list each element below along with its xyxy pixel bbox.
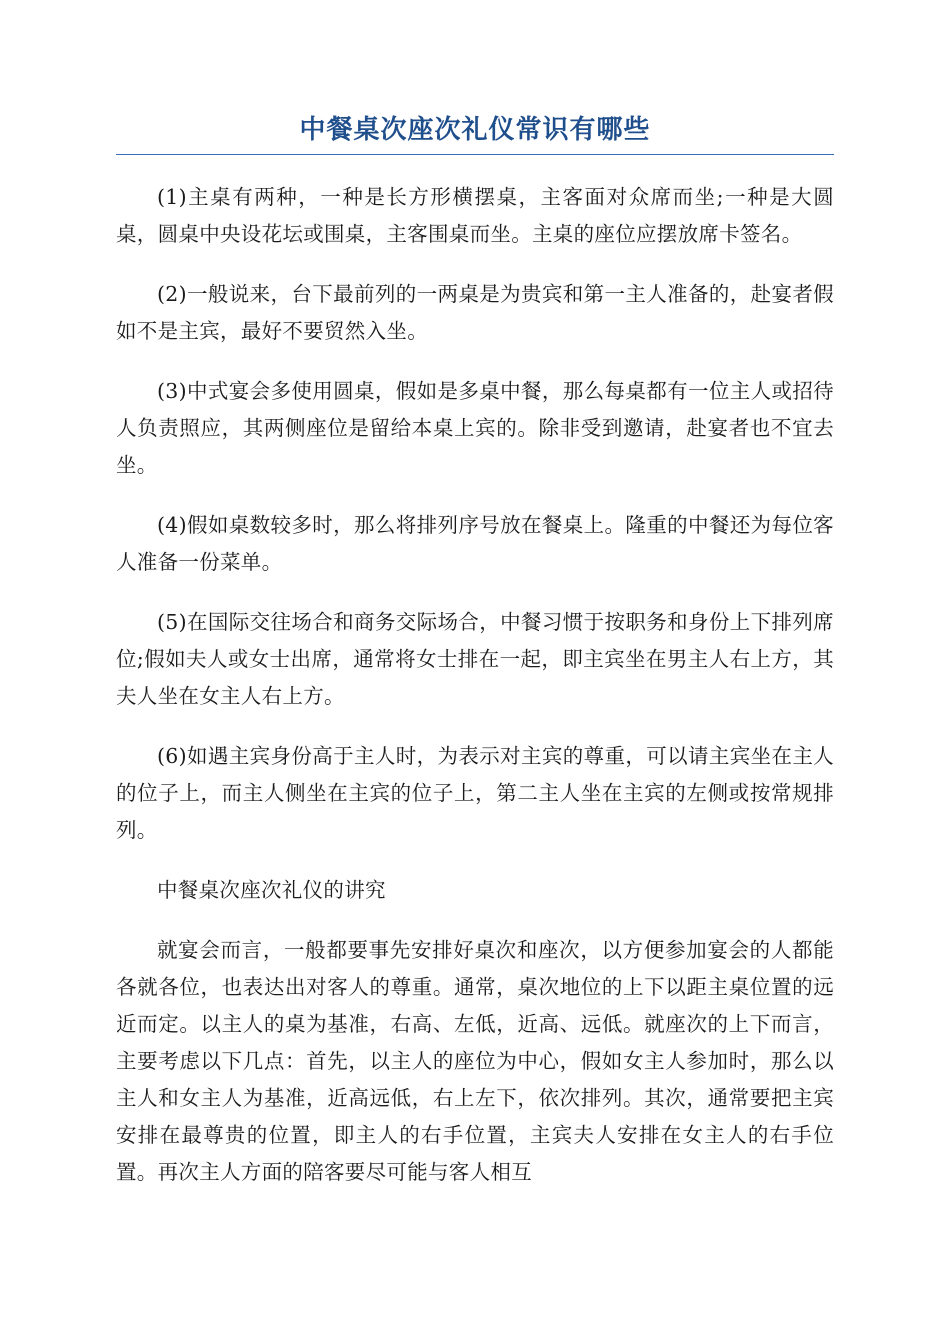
paragraph-2: (2)一般说来，台下最前列的一两桌是为贵宾和第一主人准备的，赴宴者假如不是主宾，最好不要贸然入坐。 xyxy=(116,282,834,343)
document-body xyxy=(116,179,834,1191)
paragraph-3: (3)中式宴会多使用圆桌，假如是多桌中餐，那么每桌都有一位主人或招待人负责照应，其两侧座位是留给本桌上宾的。除非受到邀请，赴宴者也不宜去坐。 xyxy=(116,379,834,477)
paragraph-1: (1)主桌有两种，一种是长方形横摆桌，主客面对众席而坐;一种是大圆桌，圆桌中央设花坛或围桌，主客围桌而坐。主桌的座位应摆放席卡签名。 xyxy=(116,185,834,246)
document-page xyxy=(116,110,834,1214)
paragraph-6: (6)如遇主宾身份高于主人时，为表示对主宾的尊重，可以请主宾坐在主人的位子上，而主人侧坐在主宾的位子上，第二主人坐在主宾的左侧或按常规排列。 xyxy=(116,744,834,842)
document-title: 中餐桌次座次礼仪常识有哪些 xyxy=(116,110,834,155)
paragraph-7: 就宴会而言，一般都要事先安排好桌次和座次，以方便参加宴会的人都能各就各位，也表达出对客人的尊重。通常，桌次地位的上下以距主桌位置的远近而定。以主人的桌为基准，右高、左低，近高、远低。就座次的上下而言，主要考虑以下几点：首先，以主人的座位为中心，假如女主人参加时，那么以主人和女主人为基准，近高远低，右上左下，依次排列。其次，通常要把主宾安排在最尊贵的位置，即主人的右手位置，主宾夫人安排在女主人的右手位置。再次主人方面的陪客要尽可能与客人相互 xyxy=(116,938,834,1184)
section-heading: 中餐桌次座次礼仪的讲究 xyxy=(157,878,386,902)
paragraph-5: (5)在国际交往场合和商务交际场合，中餐习惯于按职务和身份上下排列席位;假如夫人或女士出席，通常将女士排在一起，即主宾坐在男主人右上方，其夫人坐在女主人右上方。 xyxy=(116,610,834,708)
paragraph-4: (4)假如桌数较多时，那么将排列序号放在餐桌上。隆重的中餐还为每位客人准备一份菜单。 xyxy=(116,513,834,574)
